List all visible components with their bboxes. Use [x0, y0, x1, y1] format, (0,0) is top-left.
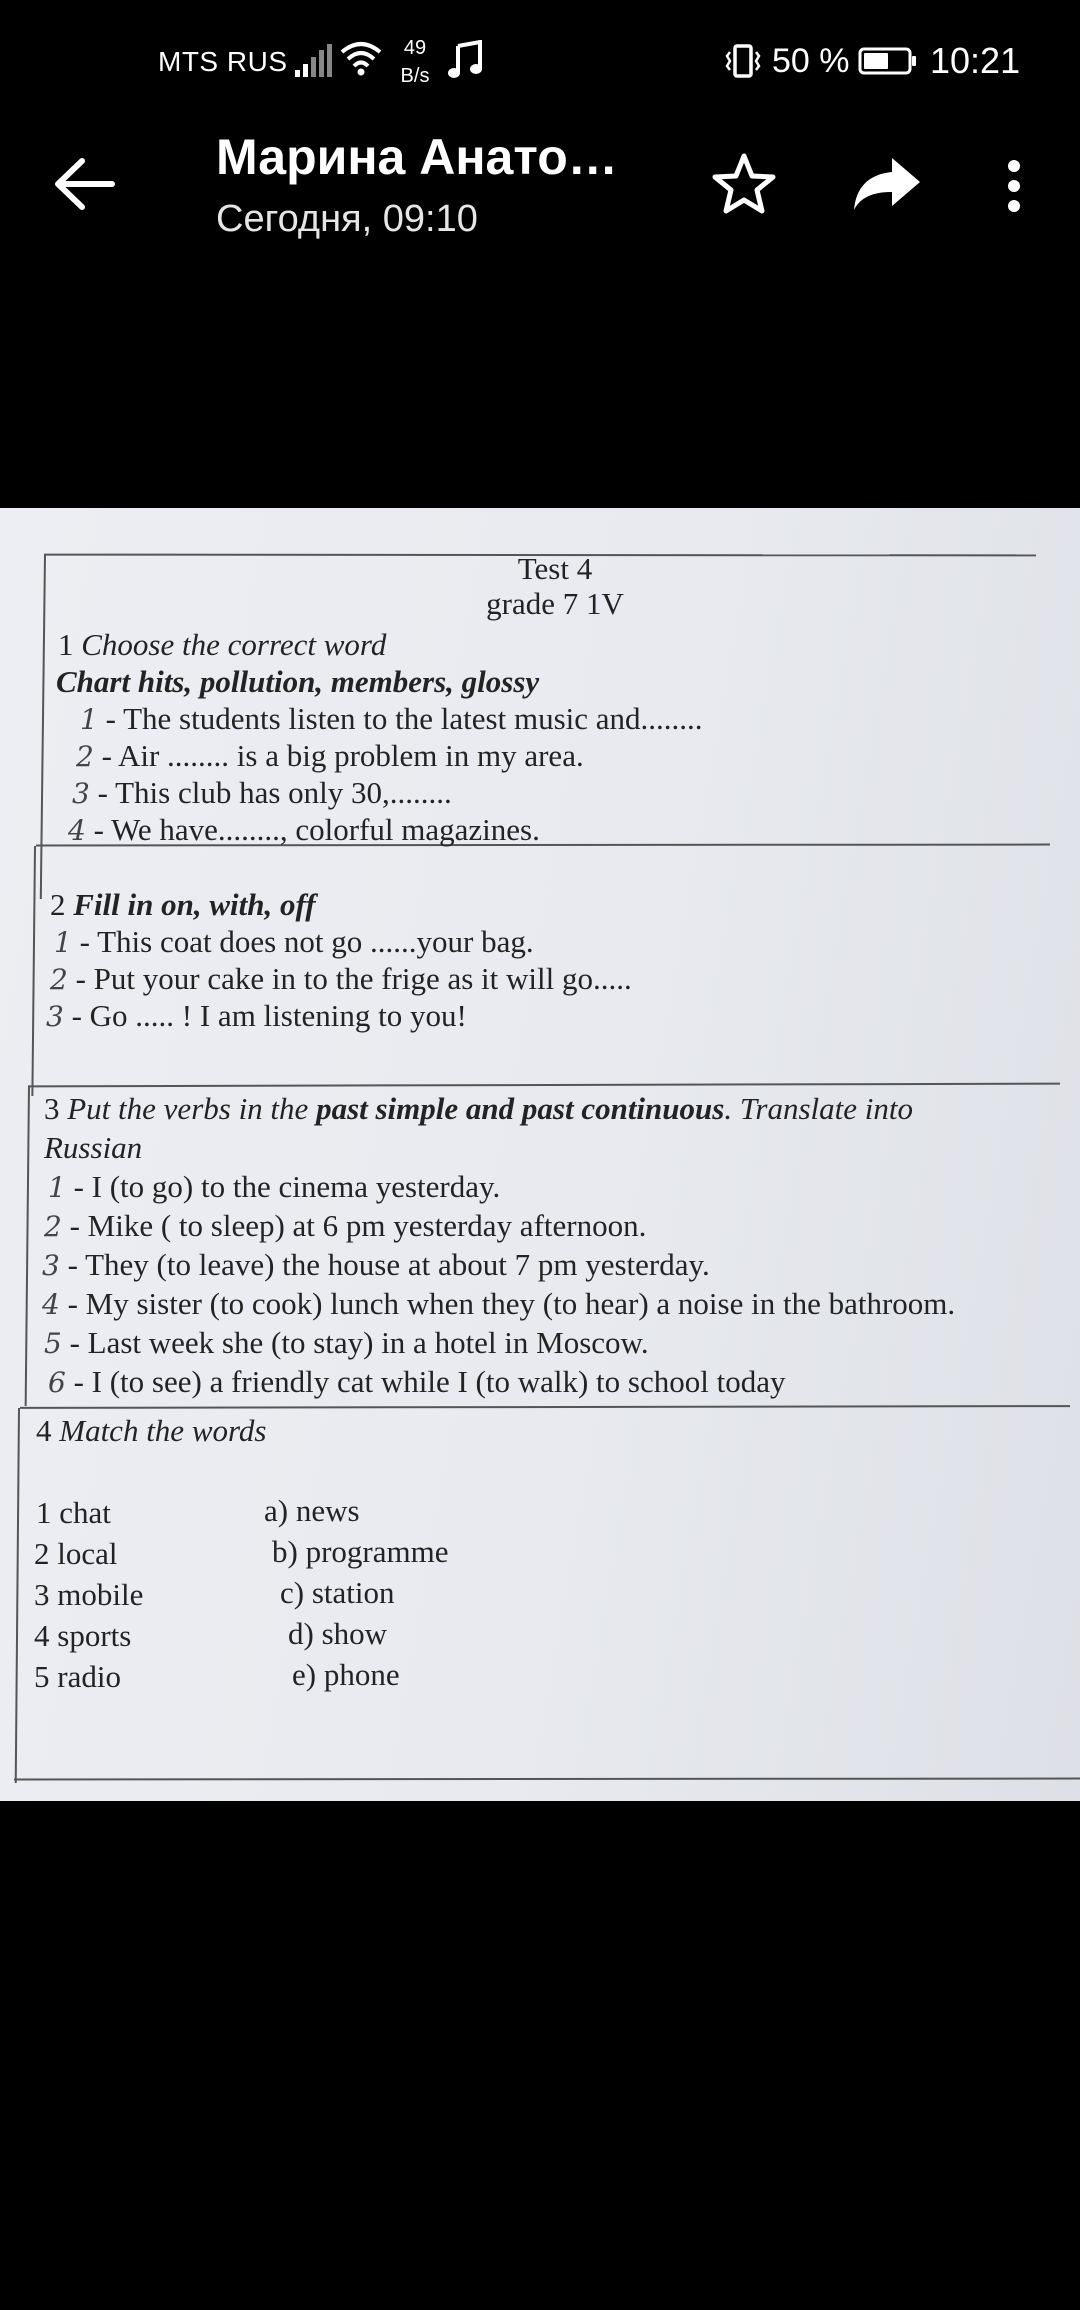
- signal-icon: [293, 44, 333, 78]
- match-right-item: c) station: [280, 1575, 395, 1610]
- match-right-item: e) phone: [292, 1657, 400, 1692]
- network-speed-value: 49: [403, 37, 427, 59]
- network-speed: [392, 34, 438, 90]
- section-1-number: 1: [58, 627, 74, 662]
- list-item: 2 - Put your cake in to the frige as it will go.....: [50, 961, 632, 996]
- list-item: 3 - They (to leave) the house at about 7 pm yesterday.: [42, 1247, 710, 1282]
- section-2-instruction: Fill in on, with, off: [73, 887, 316, 922]
- section-3-heading: 3 Put the verbs in the past simple and past continuous. Translate into: [44, 1091, 913, 1126]
- section-3-heading-line2: Russian: [44, 1130, 143, 1165]
- list-item: 3 - Go ..... ! I am listening to you!: [46, 998, 467, 1033]
- share-icon[interactable]: [852, 156, 922, 212]
- match-right-item: a) news: [264, 1493, 360, 1528]
- sender-name: Марина Анато…: [216, 129, 618, 185]
- section-1-word-bank: Chart hits, pollution, members, glossy: [56, 664, 540, 699]
- test-sheet: [0, 508, 1080, 1801]
- test-title: Test 4: [517, 551, 593, 586]
- attached-photo[interactable]: [0, 508, 1080, 1801]
- star-icon[interactable]: [712, 152, 776, 216]
- music-note-icon: [448, 40, 484, 80]
- battery-percent: 50 %: [772, 42, 850, 80]
- section-4-instruction: Match the words: [59, 1413, 267, 1448]
- test-subtitle: grade 7 1V: [486, 586, 624, 621]
- match-left-item: 2 local: [34, 1536, 118, 1571]
- match-right-item: b) programme: [272, 1534, 449, 1569]
- list-item: 6 - I (to see) a friendly cat while I (to walk) to school today: [48, 1364, 786, 1399]
- section-2-number: 2: [50, 887, 66, 922]
- section-4-number: 4: [36, 1413, 52, 1448]
- status-bar: [0, 0, 1080, 120]
- match-left-item: 4 sports: [34, 1618, 132, 1653]
- list-item: 1 - This coat does not go ......your bag.: [54, 924, 534, 959]
- match-right-item: d) show: [288, 1616, 388, 1651]
- battery-icon: [858, 46, 918, 76]
- section-3-number: 3: [44, 1091, 60, 1126]
- list-item: 1 - I (to go) to the cinema yesterday.: [48, 1169, 501, 1204]
- match-left-item: 1 chat: [36, 1495, 111, 1530]
- back-arrow-icon[interactable]: [52, 156, 116, 212]
- section-2-heading: [50, 886, 316, 924]
- list-item: 4 - We have........, colorful magazines.: [68, 812, 540, 847]
- carrier-label: MTS RUS: [158, 46, 288, 77]
- list-item: 5 - Last week she (to stay) in a hotel in Moscow.: [44, 1325, 649, 1360]
- more-vert-icon[interactable]: [1000, 160, 1028, 212]
- list-item: 3 - This club has only 30,........: [72, 775, 452, 810]
- match-left-item: 3 mobile: [34, 1577, 144, 1612]
- section-1-heading: [58, 626, 386, 664]
- list-item: 2 - Mike ( to sleep) at 6 pm yesterday afternoon.: [44, 1208, 647, 1243]
- message-timestamp: Сегодня, 09:10: [216, 198, 478, 240]
- wifi-icon: [340, 40, 382, 76]
- vibrate-icon: [724, 44, 762, 78]
- match-left-item: 5 radio: [34, 1659, 121, 1694]
- section-4-heading: [36, 1412, 266, 1450]
- section-1-instruction: Choose the correct word: [81, 627, 387, 662]
- list-item: 4 - My sister (to cook) lunch when they (to hear) a noise in the bathroom.: [42, 1286, 956, 1321]
- network-speed-unit: B/s: [400, 65, 430, 87]
- list-item: 2 - Air ........ is a big problem in my area.: [76, 738, 584, 773]
- list-item: 1 - The students listen to the latest music and........: [80, 701, 703, 736]
- clock: 10:21: [930, 40, 1021, 81]
